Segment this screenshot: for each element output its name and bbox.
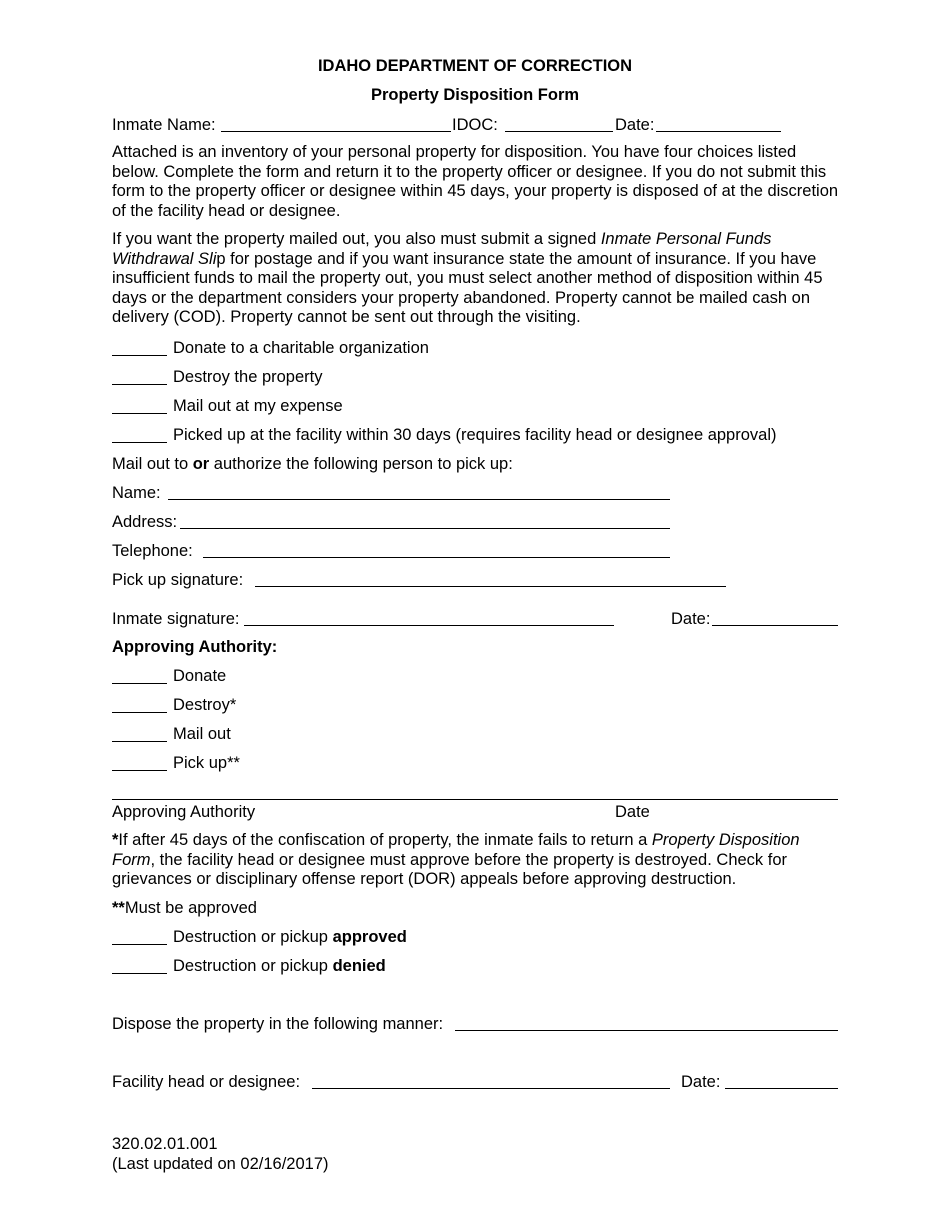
approve-mailout-blank[interactable] (112, 741, 167, 742)
inmate-name-label: Inmate Name: (112, 116, 216, 134)
approve-pickup-label: Pick up** (173, 754, 240, 772)
choice-mailout-blank[interactable] (112, 413, 167, 414)
destroy-footnote: *If after 45 days of the confiscation of property, the inmate fails to return a Property Disposition Form, the facility head or designee must approve before the property is destroyed. Check for grievances or disciplinary offense report (DOR) appeals before approving destruction. (112, 831, 800, 889)
destruction-approved-label: Destruction or pickup approved (173, 928, 407, 946)
destruction-denied-label: Destruction or pickup denied (173, 957, 386, 975)
pickup-signature-label: Pick up signature: (112, 571, 244, 589)
facility-head-signature-field[interactable] (312, 1088, 670, 1089)
inmate-date-field[interactable] (656, 131, 781, 132)
approving-authority-signature-field[interactable] (112, 799, 838, 800)
form-title: Property Disposition Form (370, 86, 580, 104)
pickup-name-label: Name: (112, 484, 161, 502)
intro-paragraph-2: If you want the property mailed out, you also must submit a signed Inmate Personal Funds Withdrawal Slip for postage and if you want insurance state the amount of insurance. If you have insufficient funds to mail the property out, you must select another method of disposition within 45 days or the department considers your property abandoned. Property cannot be mailed cash on delivery (COD). Property cannot be sent out through the visiting. (112, 230, 823, 327)
intro-paragraph-1: Attached is an inventory of your personal property for disposition. You have four choices listed below. Complete the form and return it to the property officer or designee. If you do not submit this form to the property officer or designee within 45 days, your property is disposed of at the discretion of the facility head or designee. (112, 143, 839, 220)
approve-mailout-label: Mail out (173, 725, 231, 743)
approving-authority-label: Approving Authority (112, 803, 256, 821)
inmate-signature-date-field[interactable] (712, 625, 838, 626)
mailout-instruction: Mail out to or authorize the following person to pick up: (112, 455, 513, 473)
department-title: IDAHO DEPARTMENT OF CORRECTION (317, 57, 633, 75)
pickup-name-field[interactable] (168, 499, 670, 500)
choice-donate-blank[interactable] (112, 355, 167, 356)
pickup-telephone-label: Telephone: (112, 542, 193, 560)
approving-authority-date-label: Date (615, 803, 650, 821)
inmate-signature-date-label: Date: (671, 610, 711, 628)
inmate-signature-label: Inmate signature: (112, 610, 240, 628)
approve-donate-label: Donate (173, 667, 227, 685)
choice-pickup-blank[interactable] (112, 442, 167, 443)
pickup-address-label: Address: (112, 513, 178, 531)
idoc-field[interactable] (505, 131, 613, 132)
pickup-address-field[interactable] (180, 528, 670, 529)
last-updated: (Last updated on 02/16/2017) (112, 1155, 329, 1173)
choice-mailout-label: Mail out at my expense (173, 397, 343, 415)
inmate-signature-field[interactable] (244, 625, 614, 626)
approve-donate-blank[interactable] (112, 683, 167, 684)
dispose-manner-field[interactable] (455, 1030, 838, 1031)
choice-destroy-blank[interactable] (112, 384, 167, 385)
pickup-telephone-field[interactable] (203, 557, 670, 558)
approve-destroy-blank[interactable] (112, 712, 167, 713)
dispose-manner-label: Dispose the property in the following manner: (112, 1015, 444, 1033)
form-number: 320.02.01.001 (112, 1135, 218, 1153)
destruction-denied-blank[interactable] (112, 973, 167, 974)
approve-pickup-blank[interactable] (112, 770, 167, 771)
choice-pickup-label: Picked up at the facility within 30 days (requires facility head or designee approval) (173, 426, 777, 444)
choice-destroy-label: Destroy the property (173, 368, 323, 386)
inmate-name-field[interactable] (221, 131, 451, 132)
pickup-signature-field[interactable] (255, 586, 726, 587)
inmate-date-label: Date: (615, 116, 655, 134)
approving-authority-heading: Approving Authority: (112, 638, 278, 656)
facility-head-date-field[interactable] (725, 1088, 838, 1089)
destruction-approved-blank[interactable] (112, 944, 167, 945)
idoc-label: IDOC: (452, 116, 498, 134)
must-be-approved-note: **Must be approved (112, 899, 257, 917)
facility-head-date-label: Date: (681, 1073, 721, 1091)
facility-head-label: Facility head or designee: (112, 1073, 301, 1091)
approve-destroy-label: Destroy* (173, 696, 237, 714)
choice-donate-label: Donate to a charitable organization (173, 339, 429, 357)
